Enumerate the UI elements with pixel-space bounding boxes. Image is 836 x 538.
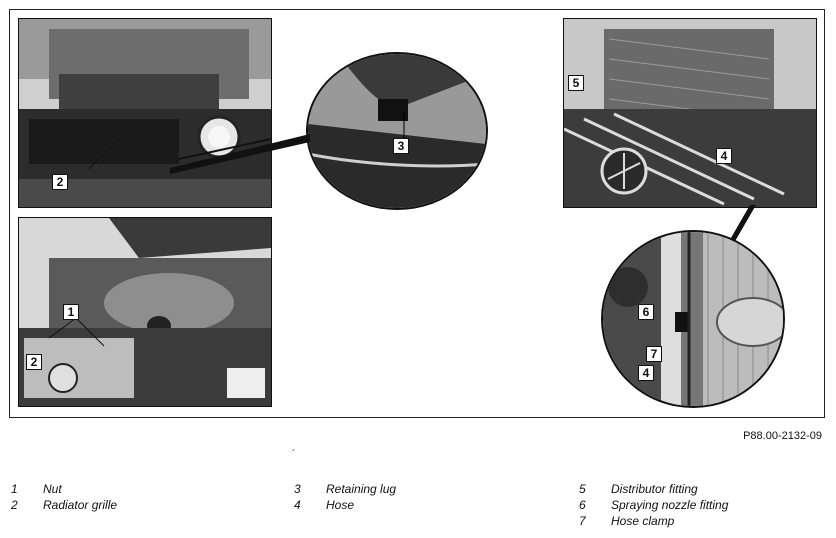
callout-6-spraying-nozzle: 6 (638, 304, 654, 320)
photo-spraying-nozzle-detail (601, 230, 785, 408)
photo-engine-bay (18, 217, 272, 407)
figure-reference-code: P88.00-2132-09 (743, 430, 822, 442)
legend-number: 5 (579, 482, 586, 496)
legend-label: Hose clamp (611, 514, 675, 528)
legend-number: 7 (579, 514, 586, 528)
legend-label: Nut (43, 482, 62, 496)
legend-column-3 (579, 482, 728, 530)
legend-number: 3 (294, 482, 301, 496)
callout-4-hose-upper: 4 (716, 148, 732, 164)
legend-column-2 (294, 482, 396, 514)
callout-4-hose-lower: 4 (638, 365, 654, 381)
legend-label: Retaining lug (326, 482, 397, 496)
legend-number: 4 (294, 498, 301, 512)
callout-7-hose-clamp: 7 (646, 346, 662, 362)
photo-spraying-nozzle-image (603, 232, 783, 406)
legend-item (294, 498, 396, 514)
stray-mark: ´ (292, 449, 296, 460)
callout-5-distributor: 5 (568, 75, 584, 91)
legend-item (579, 498, 728, 514)
legend-item (294, 482, 396, 498)
photo-radiator-distributor-image (564, 19, 816, 207)
callout-3-retaining-lug: 3 (393, 138, 409, 154)
callout-2-grille: 2 (52, 174, 68, 190)
legend-label: Spraying nozzle fitting (611, 498, 729, 512)
legend-item (579, 514, 728, 530)
photo-engine-bay-image (19, 218, 271, 406)
legend-label: Distributor fitting (611, 482, 698, 496)
legend-item (579, 482, 728, 498)
legend-label: Hose (326, 498, 355, 512)
photo-radiator-distributor (563, 18, 817, 208)
leader-line-detail (170, 128, 320, 178)
legend-column-1 (11, 482, 117, 514)
photo-retaining-lug-image (308, 54, 486, 208)
callout-2-grille-lower: 2 (26, 354, 42, 370)
legend-number: 2 (11, 498, 18, 512)
legend-number: 6 (579, 498, 586, 512)
legend-number: 1 (11, 482, 18, 496)
legend-item (11, 482, 117, 498)
callout-1-nut: 1 (63, 304, 79, 320)
photo-retaining-lug-detail (306, 52, 488, 210)
legend-item (11, 498, 117, 514)
legend-label: Radiator grille (43, 498, 118, 512)
